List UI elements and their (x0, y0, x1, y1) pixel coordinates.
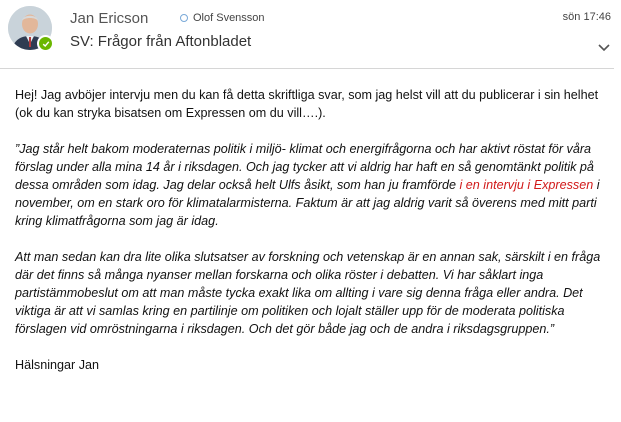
quote1-text-after: i november, om en stark oro för klimatalarmisterna. Faktum är att jag aldrig varit så överens med mitt parti kring klimatfrågorna som jag är idag. (15, 178, 600, 228)
chevron-down-icon[interactable] (597, 42, 611, 52)
header-divider (0, 68, 614, 69)
presence-available-icon (37, 35, 54, 52)
recipient[interactable] (180, 12, 265, 24)
quote-paragraph-1 (15, 140, 605, 230)
expressen-interview-link[interactable]: i en intervju i Expressen (459, 178, 594, 192)
email-header (0, 0, 621, 62)
sender-avatar-container[interactable] (8, 6, 52, 50)
signature: Hälsningar Jan (15, 358, 100, 372)
recipient-name[interactable]: Olof Svensson (193, 12, 265, 24)
sender-name[interactable]: Jan Ericson (70, 10, 149, 27)
email-subject: SV: Frågor från Aftonbladet (70, 33, 252, 50)
recipient-status-icon (180, 14, 188, 22)
quote-paragraph-2: Att man sedan kan dra lite olika slutsatser av forskning och vetenskap är en annan sak, särskilt i en fråga där det finns så många nyanser mellan forskarna och olika röster i debatten. Vi har såklart inga partistämmobeslut om att man måste tycka exakt lika om allting i vare sig denna fråga eller andra. Det viktiga är att vi samlas kring en partilinje om politiken och lojalt ställer upp för de moderata politiska förslagen vid omröstningarna i riksdagen. Och det gör både jag och de andra i riksdagsgruppen.” (15, 250, 601, 336)
quote1-text-before: ”Jag står helt bakom moderaternas politik i miljö- klimat och energifrågorna och har aktivt röstat för våra förslag under alla mina 14 år i riksdagen. Och jag tycker att vi aldrig har haft en så genomtänkt politik på dessa områden som idag. Jag delar också helt Ulfs åsikt, som han ju framförde (15, 142, 594, 192)
email-body (15, 86, 605, 374)
intro-paragraph: Hej! Jag avböjer intervju men du kan få detta skriftliga svar, som jag helst vill att du publicerar i sin helhet (ok du kan stryka bisatsen om Expressen om du vill….). (15, 88, 599, 120)
sent-time: sön 17:46 (562, 11, 611, 23)
